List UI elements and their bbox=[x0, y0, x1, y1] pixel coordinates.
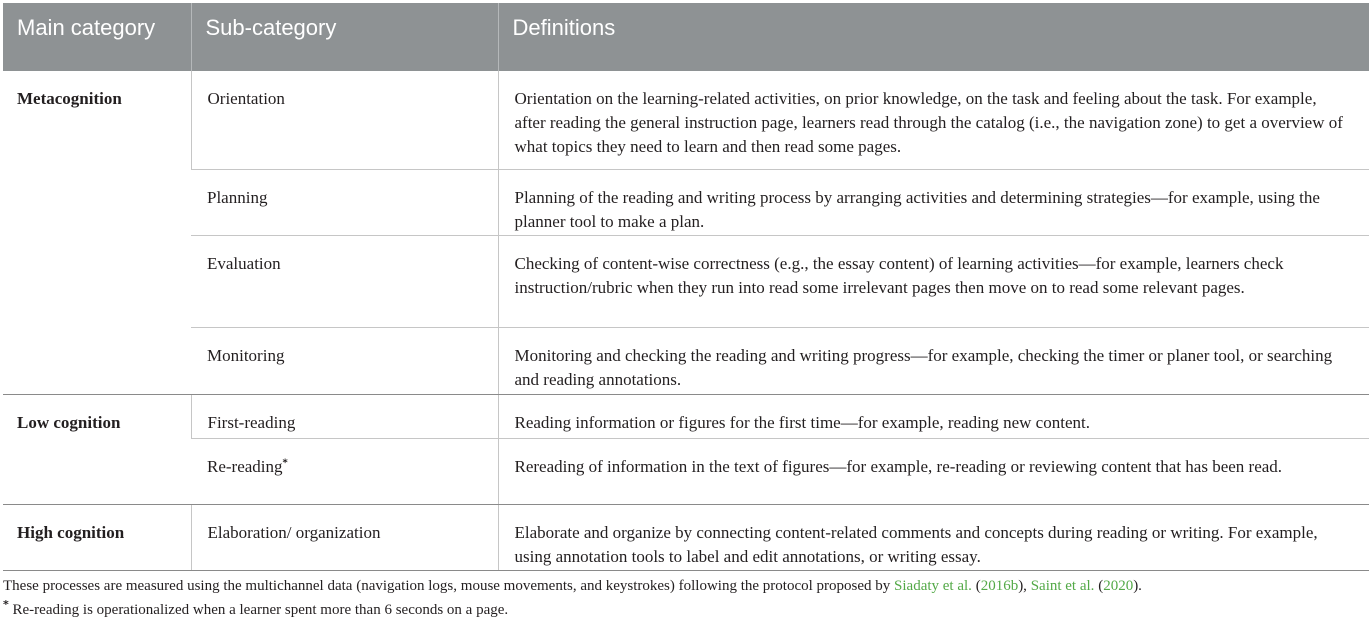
footnote-text: ), bbox=[1018, 578, 1031, 594]
footnote-text: These processes are measured using the multichannel data (navigation logs, mouse movements, and keystrokes) following the protocol proposed by bbox=[3, 578, 895, 594]
footnote-rereading bbox=[3, 600, 508, 620]
table-row bbox=[3, 504, 1369, 570]
footnote-measurement bbox=[3, 576, 1142, 596]
header-sub-category: Sub-category bbox=[191, 3, 498, 71]
citation-link-saint[interactable]: Saint et al. bbox=[1030, 578, 1095, 594]
sub-category-cell: Orientation bbox=[191, 71, 498, 169]
table-row bbox=[3, 394, 1369, 438]
definition-cell: Elaborate and organize by connecting content-related comments and concepts during reading or writing. For example, using annotation tools to label and edit annotations, or writing essay. bbox=[498, 504, 1369, 570]
sub-category-cell: Evaluation bbox=[191, 235, 498, 327]
footnote-text: ( bbox=[1094, 578, 1104, 594]
asterisk-marker: * bbox=[3, 598, 9, 611]
header-main-category: Main category bbox=[3, 3, 191, 71]
definition-cell: Rereading of information in the text of figures—for example, re-reading or reviewing content that has been read. bbox=[498, 438, 1369, 504]
main-category-cell: Low cognition bbox=[3, 394, 191, 504]
definition-cell: Planning of the reading and writing process by arranging activities and determining strategies—for example, using the planner tool to make a plan. bbox=[498, 169, 1369, 235]
main-category-cell: High cognition bbox=[3, 504, 191, 570]
definition-cell: Monitoring and checking the reading and writing progress—for example, checking the timer or planer tool, or searching and reading annotations. bbox=[498, 327, 1369, 394]
sub-category-cell: Monitoring bbox=[191, 327, 498, 394]
footnote-text: ( bbox=[971, 578, 981, 594]
definition-cell: Orientation on the learning-related activities, on prior knowledge, on the task and feeling about the task. For example, after reading the general instruction page, learners read through the catalog (i.e., the navigation zone) to get a overview of what topics they need to learn and then read some pages. bbox=[498, 71, 1369, 169]
asterisk-marker: * bbox=[282, 456, 288, 468]
citation-link-siadaty-year[interactable]: 2016b bbox=[980, 578, 1019, 594]
definition-cell: Reading information or figures for the first time—for example, reading new content. bbox=[498, 394, 1369, 438]
footnote-text: ). bbox=[1133, 578, 1142, 594]
table-row bbox=[3, 169, 1369, 235]
header-row bbox=[3, 3, 1369, 71]
citation-link-siadaty[interactable]: Siadaty et al. bbox=[894, 578, 972, 594]
sub-category-cell: Elaboration/ organization bbox=[191, 504, 498, 570]
table-row bbox=[3, 438, 1369, 504]
table-row bbox=[3, 327, 1369, 394]
categories-table bbox=[3, 3, 1369, 571]
footnote-text: Re-reading is operationalized when a learner spent more than 6 seconds on a page. bbox=[8, 602, 509, 618]
sub-category-cell: Planning bbox=[191, 169, 498, 235]
sub-category-label: Re-reading bbox=[207, 456, 283, 476]
sub-category-cell bbox=[191, 438, 498, 504]
citation-link-saint-year[interactable]: 2020 bbox=[1103, 578, 1134, 594]
main-category-cell: Metacognition bbox=[3, 71, 191, 394]
sub-category-cell: First-reading bbox=[191, 394, 498, 438]
table-row bbox=[3, 235, 1369, 327]
header-definitions: Definitions bbox=[498, 3, 1369, 71]
table-row bbox=[3, 71, 1369, 169]
definition-cell: Checking of content-wise correctness (e.g., the essay content) of learning activities—for example, learners check instruction/rubric when they run into read some irrelevant pages then move on to read some relevant pages. bbox=[498, 235, 1369, 327]
